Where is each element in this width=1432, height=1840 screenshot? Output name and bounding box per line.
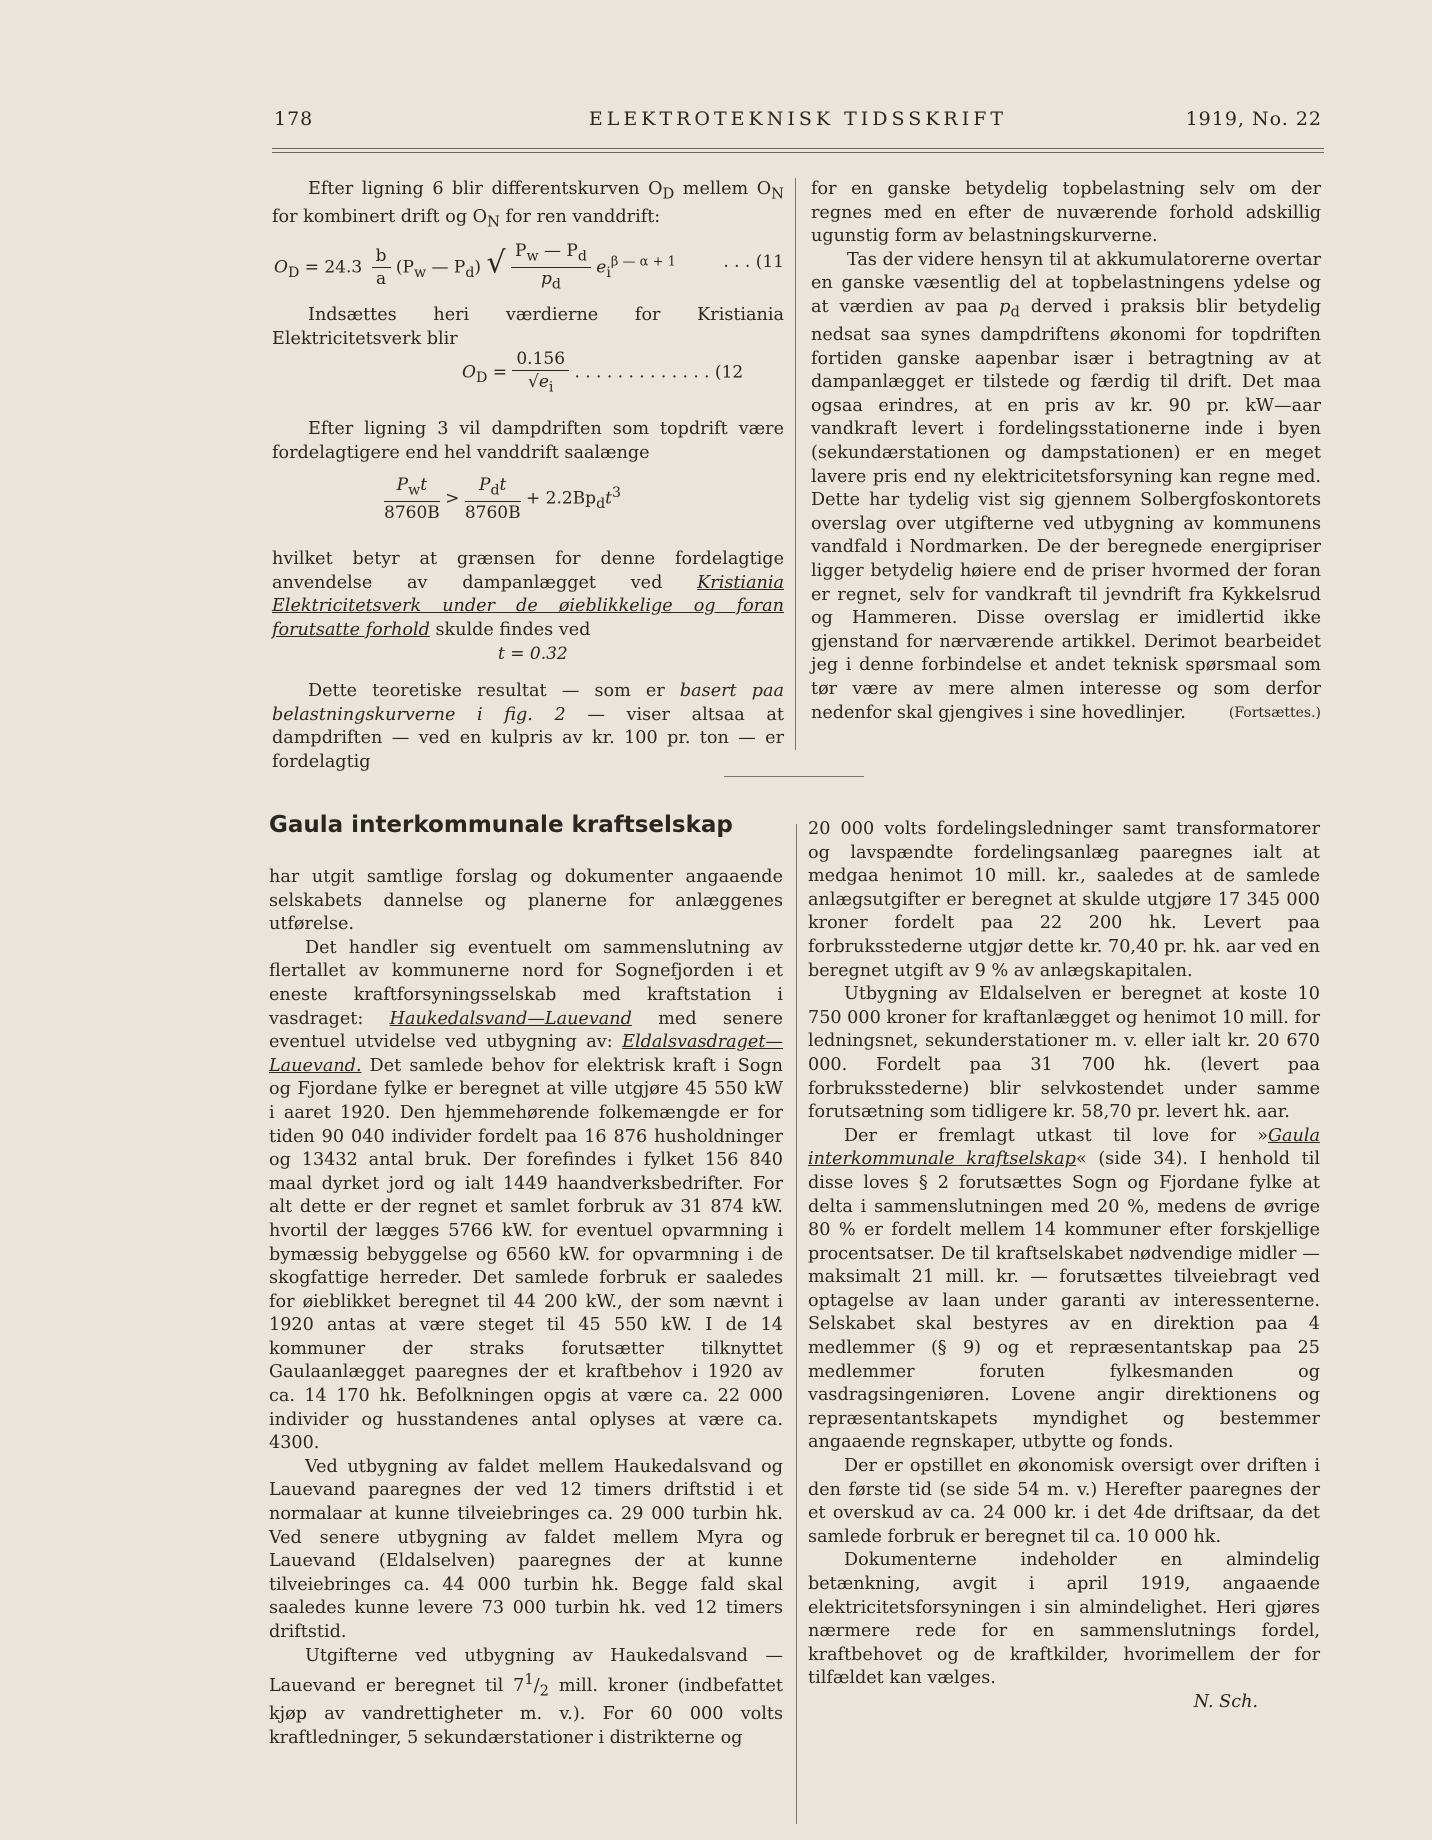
top-right-column: for en ganske betydelig topbelastning selv om der regnes med en efter de nuværende forhold adskillig ugunstig form av belastningskurverne. Tas der videre hensyn til at akkumulatorerne overtar en ganske væsentlig del at topbelastningens ydelse og at værdien av paa $p_d$ derved i praksis blir betydelig nedsat saa synes dampdriftens økonomi for topdriften fortiden ganske aapenbar især i betragtning av at dampanlægget er tilstede og færdig til drift. Det maa ogsaa erindres, at en pris av kr. 90 pr. kW—aar vandkraft levert i fordelingsstationerne inde i byen (sekundærstationen og dampstationen) er en meget lavere pris end ny elektricitetsforsyning kan regne med. Dette har tydelig vist sig gjennem Solbergfoskontorets overslag over utgifterne ved utbygning av kommunens vandfald i Nordmarken. De der beregnede energipriser ligger betydelig høiere end de priser hvormed der foran er regnet, selv for vandkraft til jevndrift fra Kykkelsrud og Hammeren. Disse overslag er imidlertid ikke gjenstand for nærværende artikkel. Derimot bearbeidet jeg i denne forbindelse et andet teknisk spørsmaal som tør være av mere almen interesse og som derfor nedenfor skal gjengives i sine hovedlinjer. (Fortsættes.) <box>811 178 1321 725</box>
issue-label: 1919, No. 22 <box>1185 108 1322 130</box>
paragraph: Efter ligning 6 blir differentskurven $O_D$ mellem $O_N$ for kombinert drift og $O_N$ for ren vanddrift: <box>272 179 784 231</box>
article-title: Gaula interkommunale kraftselskap <box>269 812 733 838</box>
article-right-column: 20 000 volts fordelingsledninger samt transformatorer og lavspændte fordelingsanlæg paaregnes ialt at medgaa henimot 10 mill. kr., saaledes at de samlede anlægsutgifter er beregnet at skulde utgjøre 17 345 000 kroner fordelt paa 22 200 hk. Levert paa forbruksstederne utgjør dette kr. 70,40 pr. hk. aar ved en beregnet utgift av 9 % av anlægskapitalen. Utbygning av Eldalselven er beregnet at koste 10 750 000 kroner for kraftanlægget og henimot 10 mill. for ledningsnet, sekunderstationer m. v. eller ialt kr. 20 670 000. Fordelt paa 31 700 hk. (levert paa forbruksstederne) blir selvkostendet under samme forutsætning som tidligere kr. 58,70 pr. levert hk. aar. Der er fremlagt utkast til love for »Gaula interkommunale kraftselskap« (side 34). I henhold til disse loves § 2 forutsættes Sogn og Fjordane fylke at delta i sammenslutningen med 20 %, medens de øvrige 80 % er fordelt mellem 14 kommuner efter forskjellige procentsatser. De til kraftselskabet nødvendige midler — maksimalt 21 mill. kr. — forutsættes tilveiebragt ved optagelse av laan under garanti av interessenterne. Selskabet skal bestyres av en direktion paa 4 medlemmer (§ 9) og et repræsentantskap paa 25 medlemmer foruten fylkesmanden og vasdragsingeniøren. Lovene angir direktionens og repræsentantskapets myndighet og bestemmer angaaende regnskaper, utbytte og fonds. Der er opstillet en økonomisk oversigt over driften i den første tid (se side 54 m. v.) Herefter paaregnes der et overskud av ca. 24 000 kr. i det 4de driftsaar, da det samlede forbruk er beregnet til ca. 10 000 hk. Dokumenterne indeholder en almindelig betænkning, avgit i april 1919, angaaende elektricitetsforsyningen i sin almindelighet. Heri gjøres nærmere rede for en sammenslutnings fordel, kraftbehovet og de kraftkilder, hvorimellem der for tilfældet kan vælges. N. Sch. <box>808 818 1320 1715</box>
top-left-paragraph-5: Dette teoretiske resultat — som er basert paa belastningskurverne i fig. 2 — viser altsaa at dampdriften — ved en kulpris av kr. 100 pr. ton — er fordelagtig <box>272 681 784 772</box>
signature: N. Sch. <box>1193 1691 1258 1712</box>
page-header <box>272 108 1324 138</box>
header-rule-double <box>272 152 1324 153</box>
top-left-column <box>272 178 784 234</box>
journal-title: ELEKTROTEKNISK TIDSSKRIFT <box>588 108 1008 130</box>
section-divider <box>724 776 864 777</box>
equation-t: t = 0.32 <box>498 644 568 664</box>
page-number: 178 <box>274 108 314 130</box>
inequality: $\frac{P_wt}{8760B}$ > $\frac{P_dt}{8760B}$ + $2.2Bp_dt^3$ <box>384 475 621 524</box>
equation-11: $O_D = 24.3$ $\frac{b}{a}$ ($P_w$ — $P_d$) √ $\frac{P_w — P_d}{p_d}$ $e_i^{\beta — \alpha + 1}$ . . . (11 <box>274 241 784 293</box>
continued-note: (Fortsættes.) <box>1228 704 1321 721</box>
top-left-paragraph-4: hvilket betyr at grænsen for denne fordelagtige anvendelse av dampanlægget ved Kristiania Elektricitetsverk under de øieblikkelige og foran forutsatte forhold skulde findes ved <box>272 549 784 640</box>
top-left-paragraph-3: Efter ligning 3 vil dampdriften som topdrift være fordelagtigere end hel vanddrift saalænge <box>272 419 784 463</box>
article-left-column: har utgit samtlige forslag og dokumenter angaaende selskabets dannelse og planerne for anlæggenes utførelse. Det handler sig eventuelt om sammenslutning av flertallet av kommunerne nord for Sognefjorden i et eneste kraftforsyningsselskab med kraftstation i vasdraget: Haukedalsvand—Lauevand med senere eventuel utvidelse ved utbygning av: Eldalsvasdraget—Lauevand. Det samlede behov for elektrisk kraft i Sogn og Fjordane fylke er beregnet at ville utgjøre 45 550 kW i aaret 1920. Den hjemmehørende folkemængde er for tiden 90 040 individer fordelt paa 16 876 husholdninger og 13432 antal bruk. Der forefindes i fylket 156 840 maal dyrket jord og ialt 1449 haandverksbedrifter. For alt dette er der regnet et samlet forbruk av 31 874 kW. hvortil der lægges 5766 kW. for eventuel opvarmning i bymæssig bebyggelse og 6560 kW. for opvarmning i de skogfattige herreder. Det samlede forbruk er saaledes for øieblikket beregnet til 44 200 kW., der som nævnt i 1920 antas at være steget til 45 550 kW. I de 14 kommuner der straks forutsætter tilknyttet Gaulaanlægget paaregnes der et kraftbehov i 1920 av ca. 14 170 hk. Befolkningen opgis at være ca. 22 000 individer og husstandenes antal oplyses at være ca. 4300. Ved utbygning av faldet mellem Haukedalsvand og Lauevand paaregnes der ved 12 timers driftstid i et normalaar at kunne tilveiebringes ca. 29 000 turbin hk. Ved senere utbygning av faldet mellem Myra og Lauevand (Eldalselven) paaregnes der at kunne tilveiebringes ca. 44 000 turbin hk. Begge fald skal saaledes kunne levere 73 000 turbin hk. ved 12 timers driftstid. Utgifterne ved utbygning av Haukedalsvand — Lauevand er beregnet til $7^1/_2$ mill. kroner (indbefattet kjøp av vandrettigheter m. v.). For 60 000 volts kraftledninger, 5 sekundærstationer i distrikterne og <box>269 867 783 1748</box>
column-rule <box>795 178 796 750</box>
header-rule <box>272 148 1324 149</box>
top-left-paragraph-2: Indsættes heri værdierne for Kristiania Elektricitetsverk blir <box>272 305 784 349</box>
column-rule <box>796 824 797 1824</box>
equation-12: $O_D$ = $\frac{0.156}{√e_i}$ . . . . . . . . . . . . . (12 <box>462 349 744 396</box>
